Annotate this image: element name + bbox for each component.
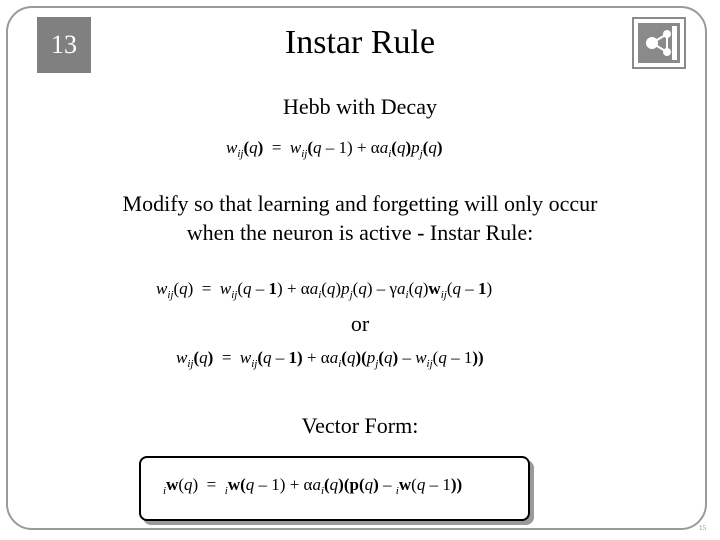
equation-hebb-decay: $w_{ij}(q) = w_{ij}(q - 1) + \alpha a_i(q)p_j(q)$ — [226, 138, 443, 160]
vector-form-box — [139, 456, 530, 521]
paragraph-line-1: Modify so that learning and forgetting will only occur — [122, 191, 598, 216]
or-text: or — [350, 311, 370, 336]
chapter-number-badge: 13 — [37, 17, 91, 73]
equation-instar-factored: $w_{ij}(q) = w_{ij}(q - 1) + \alpha a_i(q)(p_j(q) - w_{ij}(q - 1))$ — [176, 348, 484, 370]
slide-frame — [6, 6, 707, 530]
equation-vector-form: $_iw(q) = _iw(q - 1) + \alpha a_i(q)(p(q) - _iw(q - 1))$ — [163, 475, 463, 497]
section-heading-hebb-decay: Hebb with Decay — [283, 94, 437, 119]
vector-form-label: Vector Form: — [301, 413, 419, 438]
slide-title: Instar Rule — [284, 24, 436, 61]
network-logo-icon — [632, 17, 686, 69]
equation-instar-gamma: $w_{ij}(q) = w_{ij}(q - 1) + \alpha a_i(q)p_j(q) - \gamma a_i(q)w_{ij}(q - 1)$ — [156, 279, 493, 301]
paragraph-line-2: when the neuron is active - Instar Rule: — [186, 220, 534, 245]
page-number: 15 — [699, 524, 706, 532]
